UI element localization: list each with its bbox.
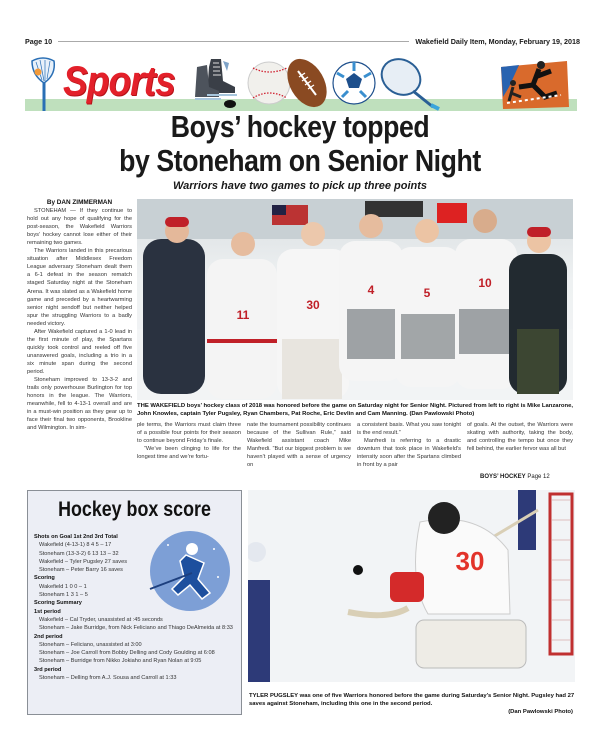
jersey-number: 5	[423, 286, 431, 300]
box-score-body	[34, 533, 235, 682]
article-column-1	[27, 199, 132, 484]
section-title: Sports	[63, 57, 175, 104]
sports-banner	[25, 55, 577, 111]
paragraph: Manfredi is referring to a drastic downturn that took place in Wakefield’s intensity soon after the Spartans climbed in front by a pair	[357, 438, 461, 469]
hockey-box-score	[27, 490, 242, 715]
box-score-line: Stoneham – Joe Carroll from Bobby Delling and Cody Goulding at 6:08	[39, 650, 215, 657]
hurdler-icon	[499, 57, 571, 111]
paragraph: The Warriors landed in this precarious situation after Middlesex Freedom League adversary Stoneham dealt them a 6-1 defeat in the season rematch staged Saturday night at the Stoneham Arena. It was slated as a Wakefield home game and preceded by a heartwarming senior night sendoff but neither helped spur the struggling Warriors to a badly needed victory.	[27, 248, 132, 327]
goalie-caption-text: TYLER PUGSLEY was one of five Warriors honored before the game during Saturday’s Senior Night. Pugsley had 27 saves against Stoneham, including this one in the second period.	[249, 693, 575, 707]
football-icon	[284, 55, 330, 111]
article-column-2	[137, 421, 241, 461]
box-score-line: Wakefield 1 0 0 – 1	[39, 583, 87, 590]
jump-page: Page 12	[527, 474, 550, 480]
folio-bar	[25, 35, 580, 47]
lacrosse-stick-icon	[28, 57, 58, 111]
deck-subheadline: Warriors have two games to pick up three points	[172, 180, 428, 192]
folio-rule	[58, 41, 409, 42]
box-score-line: Wakefield – Tyler Pugsley 27 saves	[39, 558, 127, 565]
paragraph: ple terms, the Warriors must claim three of a possible four points for their season to continue beyond Friday’s finale.	[137, 422, 241, 445]
box-score-heading: Shots on Goal 1st 2nd 3rd Total	[34, 534, 118, 540]
soccer-ball-icon	[332, 59, 376, 107]
box-score-line: Wakefield – Cal Tryder, unassisted at :45 seconds	[39, 616, 163, 623]
hockey-puck-icon	[223, 99, 237, 109]
goalie-photo-illustration	[248, 490, 575, 682]
team-photo-caption: THE WAKEFIELD boys’ hockey class of 2018 was honored before the game on Saturday night for Senior Night. Pictured from left to right is Mike Lanzarone, John Knowles, captain Tyler Pugsley, Ryan Chambers, Pat Roche, Eric Devlin and Cam Manning. (Dan Pawlowski Photo)	[137, 403, 573, 417]
box-score-line: Stoneham (13-3-2) 6 13 13 – 32	[39, 550, 119, 557]
box-score-heading: 3rd period	[34, 666, 62, 673]
byline: By DAN ZIMMERMAN	[46, 199, 113, 206]
goalie-photo-caption	[249, 692, 579, 716]
paragraph: a consistent basis. What you saw tonight is the end result.”	[357, 422, 461, 437]
box-score-line: Stoneham – Delling from A.J. Sousa and Carroll at 1:33	[39, 675, 177, 682]
box-score-line: Wakefield (4-13-1) 8 4 5 – 17	[39, 542, 112, 549]
box-score-heading: 2nd period	[34, 633, 63, 640]
article-column-4	[357, 421, 461, 469]
box-score-heading: 1st period	[34, 608, 61, 615]
box-score-line: Stoneham – Feliciano, unassisted at 3:00	[39, 641, 142, 648]
box-score-line: Stoneham 1 3 1 – 5	[39, 592, 88, 599]
jersey-number: 30	[306, 298, 320, 312]
goalie-photo-credit: (Dan Pawlowski Photo)	[508, 709, 573, 715]
paragraph: “We’ve been clinging to life for the longest time and we’re fortu-	[137, 446, 241, 461]
box-score-line: Stoneham – Peter Barry 16 saves	[39, 567, 123, 574]
jump-label: BOYS’ HOCKEY	[480, 474, 526, 480]
box-score-title: Hockey box score	[58, 498, 211, 521]
box-score-line: Stoneham – Jake Burridge, from Nick Feliciano and Thiago DeAlmeida at 8:33	[39, 625, 233, 632]
article-column-3	[247, 421, 351, 469]
goalie-save-photo	[248, 490, 575, 682]
box-score-heading: Scoring	[34, 575, 55, 582]
paragraph: After Wakefield captured a 1-0 lead in the first minute of play, the Spartans quickly took control and reeled off five unanswered goals, including a trio in a six minute span during the second period.	[27, 328, 132, 375]
team-photo-illustration	[137, 199, 573, 400]
jersey-number: 11	[236, 308, 250, 322]
paper-date: Wakefield Daily Item, Monday, February 19, 2018	[415, 36, 580, 46]
paragraph: of goals. At the outset, the Warriors were skating with authority, taking the body, and controlling the tempo but once they fell behind, the earlier fervor was all but	[467, 422, 573, 453]
paragraph: STONEHAM — If they continue to hold out any hope of qualifying for the post-season, the Wakefield Warriors boys’ hockey cannot lose either of their remaining two games.	[27, 208, 132, 247]
hockey-puck	[353, 565, 363, 575]
jump-line[interactable]	[480, 474, 550, 480]
article-column-5	[467, 421, 573, 453]
paragraph: nate the tournament possibility continues because of the Sullivan Rule,” said Wakefield assistant coach Mike Manfredi. “But our biggest problem is we haven’t played with a sense of urgency on	[247, 422, 351, 469]
headline	[42, 110, 558, 178]
box-score-line: Stoneham – Burridge from Nikko Jokiaho and Ryan Nolan at 9:05	[39, 658, 202, 665]
senior-night-team-photo	[137, 199, 573, 400]
jersey-number: 10	[478, 276, 492, 290]
goalie-jersey-number: 30	[455, 546, 485, 576]
jersey-number: 4	[367, 283, 375, 297]
box-score-heading: Scoring Summary	[34, 600, 82, 607]
page-number: Page 10	[25, 36, 53, 46]
headline-line-1: Boys’ hockey topped	[170, 109, 430, 144]
paragraph: Stoneham improved to 13-3-2 and trails only powerhouse Burlington for top honors in the league. The Warriors, meanwhile, fell to 4-13-1 overall and are in a must-win position as they gear up to face their final two opponents, Brookline and Wilmington. In sim-	[27, 377, 132, 432]
tennis-racket-icon	[375, 57, 447, 111]
headline-line-2: by Stoneham on Senior Night	[119, 143, 481, 178]
